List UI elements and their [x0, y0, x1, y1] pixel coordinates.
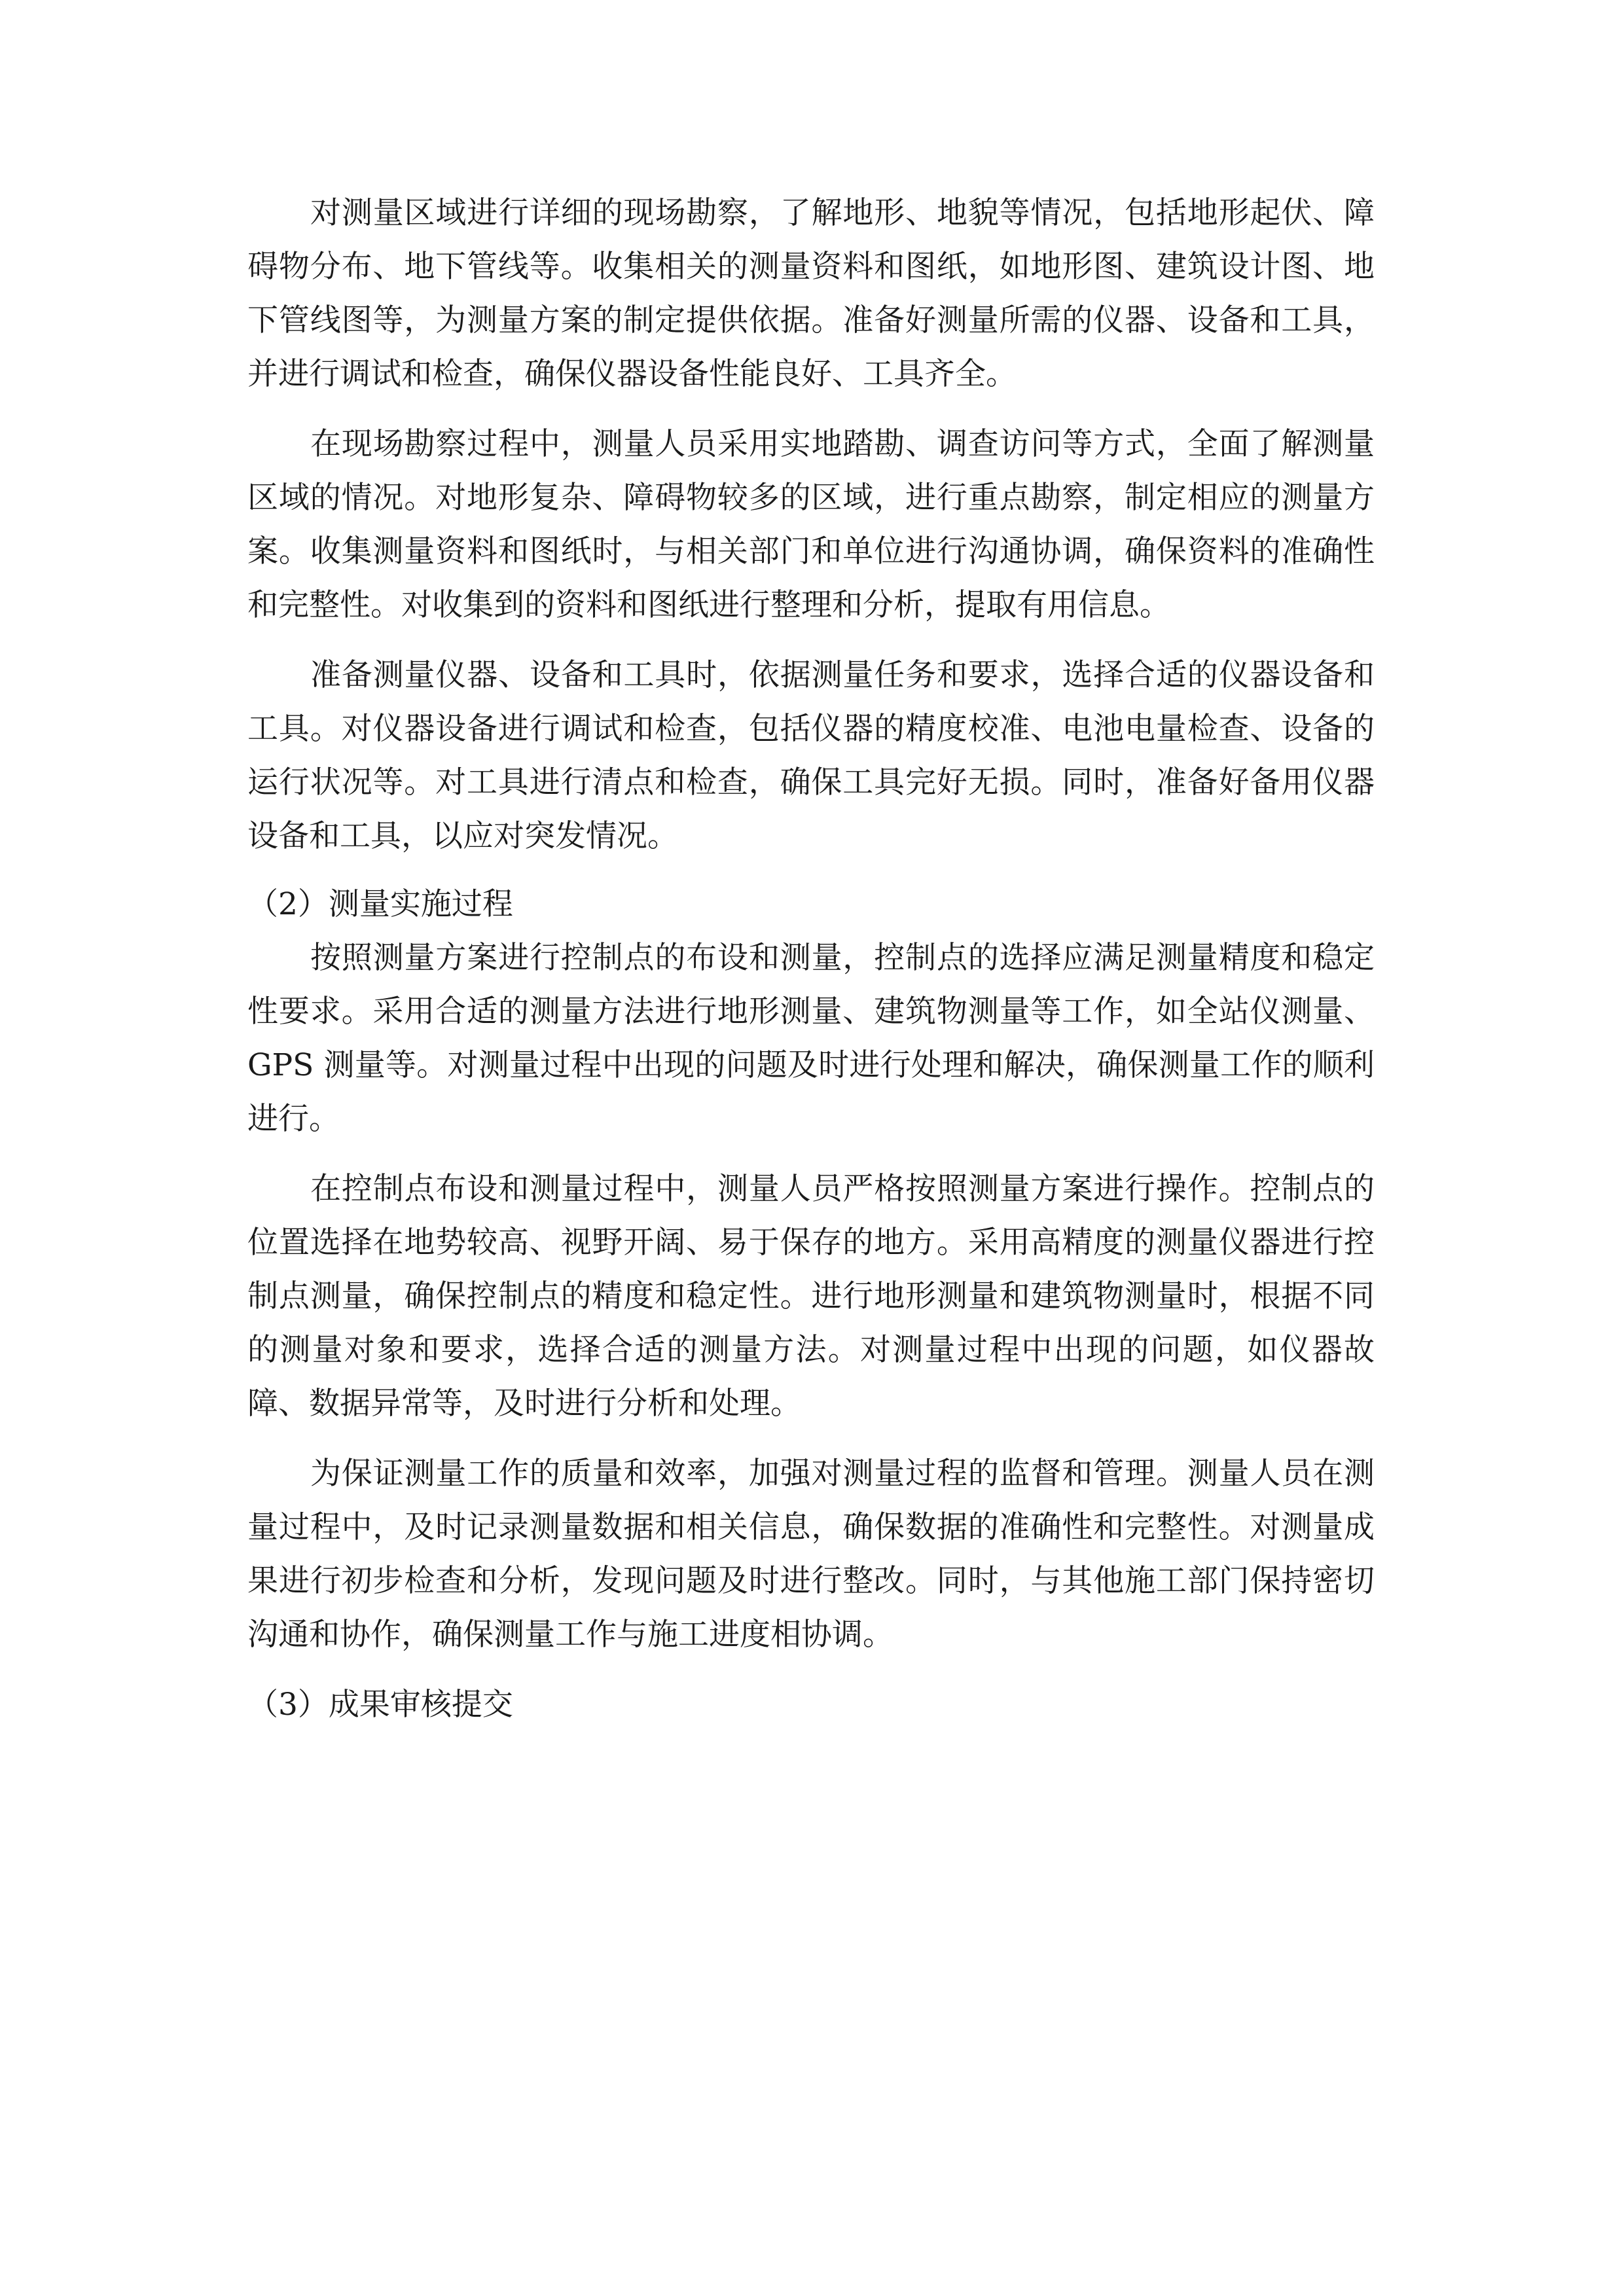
paragraph-site-survey: 对测量区域进行详细的现场勘察，了解地形、地貌等情况，包括地形起伏、障碍物分布、地下管线等。收集相关的测量资料和图纸，如地形图、建筑设计图、地下管线图等，为测量方案的制定提供依据。准备好测量所需的仪器、设备和工具，并进行调试和检查，确保仪器设备性能良好、工具齐全。 — [247, 195, 1375, 392]
paragraph-control-points: 按照测量方案进行控制点的布设和测量，控制点的选择应满足测量精度和稳定性要求。采用合适的测量方法进行地形测量、建筑物测量等工作，如全站仪测量、GPS 测量等。对测量过程中出现的问题及时进行处理和解决，确保测量工作的顺利进行。 — [247, 940, 1375, 1137]
section-heading-implementation: （2）测量实施过程 — [247, 886, 513, 922]
paragraph-control-point-layout: 在控制点布设和测量过程中，测量人员严格按照测量方案进行操作。控制点的位置选择在地势较高、视野开阔、易于保存的地方。采用高精度的测量仪器进行控制点测量，确保控制点的精度和稳定性。进行地形测量和建筑物测量时，根据不同的测量对象和要求，选择合适的测量方法。对测量过程中出现的问题，如仪器故障、数据异常等，及时进行分析和处理。 — [247, 1171, 1375, 1422]
section-heading-results-review: （3）成果审核提交 — [247, 1687, 513, 1723]
paragraph-instrument-preparation: 准备测量仪器、设备和工具时，依据测量任务和要求，选择合适的仪器设备和工具。对仪器设备进行调试和检查，包括仪器的精度校准、电池电量检查、设备的运行状况等。对工具进行清点和检查，确保工具完好无损。同时，准备好备用仪器设备和工具，以应对突发情况。 — [247, 657, 1375, 854]
paragraph-quality-supervision: 为保证测量工作的质量和效率，加强对测量过程的监督和管理。测量人员在测量过程中，及时记录测量数据和相关信息，确保数据的准确性和完整性。对测量成果进行初步检查和分析，发现问题及时进行整改。同时，与其他施工部门保持密切沟通和协作，确保测量工作与施工进度相协调。 — [247, 1456, 1375, 1653]
document-body — [247, 187, 1375, 1732]
paragraph-survey-process: 在现场勘察过程中，测量人员采用实地踏勘、调查访问等方式，全面了解测量区域的情况。对地形复杂、障碍物较多的区域，进行重点勘察，制定相应的测量方案。收集测量资料和图纸时，与相关部门和单位进行沟通协调，确保资料的准确性和完整性。对收集到的资料和图纸进行整理和分析，提取有用信息。 — [247, 426, 1375, 623]
